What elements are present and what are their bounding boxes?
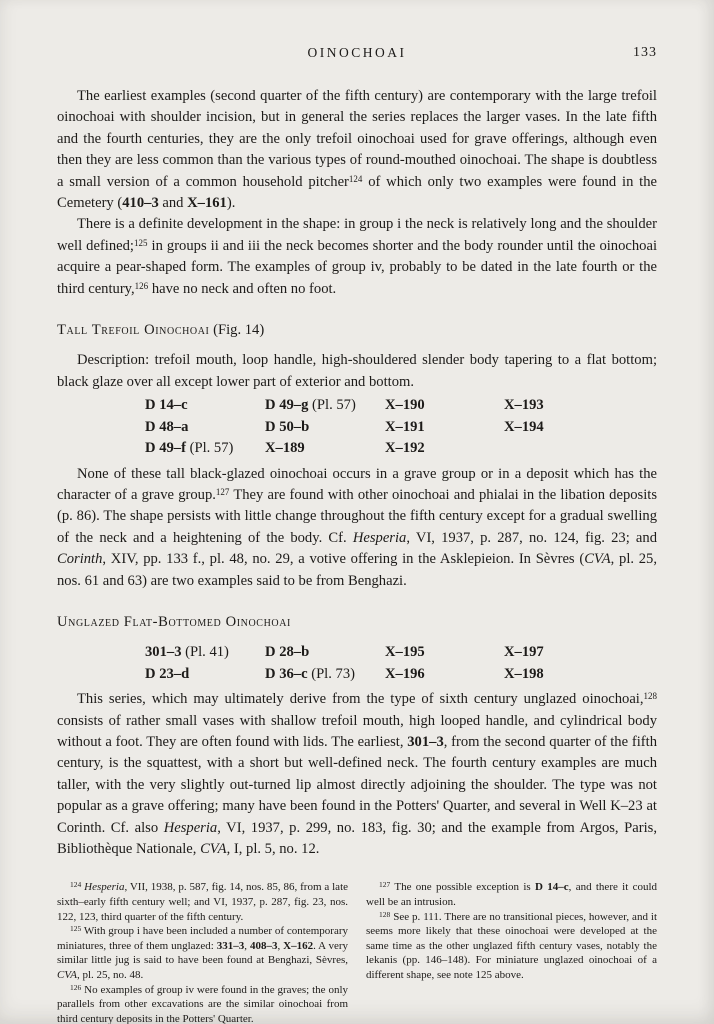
footnotes [57,880,657,1024]
catalog-entry: X–190 [385,397,425,414]
catalog-entry: X–189 [265,440,305,457]
paragraph: None of these tall black-glazed oinochoai occurs in a grave group or in a deposit which has the character of a grave group.$^{127}$ They are found with other oinochoai and phialai in the libation deposits (p. 86). The shape persists with little change throughout the fifth century except for a gradual swelling of the neck and a heightening of the body. Cf. Hesperia, VI, 1937, p. 287, no. 124, fig. 23; and Corinth, XIV, pp. 133 f., pl. 48, no. 29, a votive offering in the Asklepieion. In Sèvres (CVA, pl. 25, nos. 61 and 63) are two examples said to be from Benghazi. [57,465,658,589]
paragraph: There is a definite development in the shape: in group i the neck is relatively long and the shoulder well defined;$^{125}$ in groups ii and iii the neck becomes shorter and the body rounder until the oinochoai acquire a pear-shaped form. The examples of group iv, probably to be dated in the late fourth or the third century,$^{126}$ have no neck and often no foot. [57,216,657,297]
catalog-table [145,642,657,685]
catalog-entry: X–192 [385,440,425,457]
paragraph: Description: trefoil mouth, loop handle, high-shouldered slender body tapering to a flat bottom; black glaze over all except lower part of exterior and bottom. [57,352,657,390]
catalog-entry: X–195 [385,644,425,661]
section-heading: Unglazed Flat-Bottomed Oinochoai [57,613,291,630]
catalog-entry: D 28–b [265,644,310,661]
catalog-entry: D 23–d [145,665,190,682]
footnote: $^{126}$ No examples of group iv were found in the graves; the only parallels from other excavations are the similar oinochoai from third century deposits in the Potters' Quarter. [57,982,348,1024]
footnote: $^{124}$ Hesperia, VII, 1938, p. 587, fig. 14, nos. 85, 86, from a late sixth–early fifth century well; and VI, 1937, p. 287, fig. 23, nos. 122, 123, third quarter of the fifth century. [57,880,349,923]
catalog-entry: D 50–b [265,418,310,435]
footnote-column-right [366,880,657,1024]
catalog-table [145,395,657,459]
page-number: 133 [633,45,657,60]
paragraph: The earliest examples (second quarter of the fifth century) are contemporary with the large trefoil oinochoai with shoulder incision, but in general the series replaces the larger vases. In the late fifth and the fourth centuries, they are the only trefoil oinochoai used for grave offerings, although even then they are less common than the various types of round-mouthed oinochoai. The shape is doubtless a small version of a common household pitcher$^{124}$ of which only two examples were found in the Cemetery (410–3 and X–161). [57,88,657,212]
catalog-entry [504,438,657,459]
section-heading: Tall Trefoil Oinochoai (Fig. 14) [57,322,265,339]
footnote: $^{128}$ See p. 111. There are no transitional pieces, however, and it seems more likely that these oinochoai were developed at the same time as the other unglazed fifth century vases, notably the lekanis (pp. 146–148). For miniature unglazed oinochoai of a different shape, see note 125 above. [366,909,657,981]
catalog-entry: X–198 [504,665,544,682]
catalog-entry: D 48–a [145,418,189,435]
catalog-entry: D 36–c (Pl. 73) [265,665,355,682]
page-header [57,44,657,62]
catalog-entry: D 14–c [145,397,188,414]
catalog-entry: X–193 [504,397,544,414]
catalog-entry: X–194 [504,418,544,435]
catalog-entry: X–196 [385,665,425,682]
footnote-column-left [57,880,348,1024]
footnote: $^{125}$ With group i have been included a number of contemporary miniatures, three of them unglazed: 331–3, 408–3, X–162. A very similar little jug is said to have been found at Benghazi, Sèvres, CVA, pl. 25, no. 48. [57,924,348,981]
running-head: OINOCHOAI [307,45,407,60]
catalog-entry: D 49–f (Pl. 57) [145,440,234,457]
catalog-entry: 301–3 (Pl. 41) [145,644,229,661]
catalog-entry: X–191 [385,418,425,435]
paragraph: This series, which may ultimately derive from the type of sixth century unglazed oinochoai,$^{128}$ consists of rather small vases with shallow trefoil mouth, high looped handle, and cylindrical body without a foot. They are often found with lids. The earliest, 301–3, from the second quarter of the fifth century, is the squattest, with a short but well-defined neck. The fourth century examples are much taller, with the very slightly out-turned lip almost directly adjoining the shoulder. The type was not popular as a grave offering; many have been found in the Potters' Quarter, and several in Well K–23 at Corinth. Cf. also Hesperia, VI, 1937, p. 299, no. 183, fig. 30; and the example from Argos, Paris, Bibliothèque Nationale, CVA, I, pl. 5, no. 12. [57,691,657,857]
catalog-entry: X–197 [504,644,544,661]
footnote: $^{127}$ The one possible exception is D 14–c, and there it could well be an intrusion. [366,880,658,908]
catalog-entry: D 49–g (Pl. 57) [265,397,356,414]
